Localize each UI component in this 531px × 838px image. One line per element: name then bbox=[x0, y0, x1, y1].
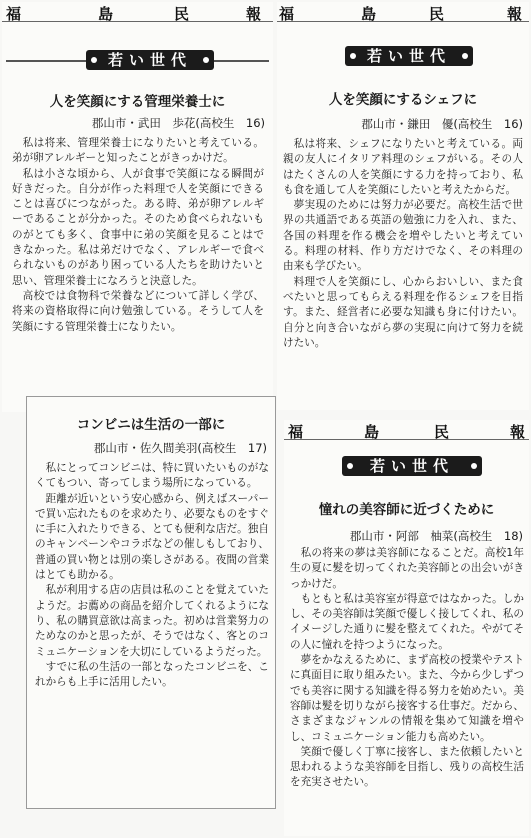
paragraph: 私にとってコンビニは、特に買いたいものがなくてもつい、寄ってしまう場所になっている。 bbox=[35, 462, 269, 490]
paragraph: 料理で人を笑顔にし、心からおいしい、また食べたいと思ってもらえる料理を作るシェフを目指す。また、経営者に必要な知識も身に付けたい。自分と向き合いながら夢の実現に向けて努力を続けたい。 bbox=[283, 275, 523, 349]
paragraph: 夢実現のためには努力が必要だ。高校生活で世界の共通語である英語の勉強に力を入れ、また、各国の料理を作る機会を増やしたいと考えている。料理の材料、作り方だけでなく、その料理の由来も学びたい。 bbox=[283, 199, 523, 273]
newspaper-masthead: 福 島 民 報 bbox=[277, 2, 529, 22]
article-clipping-2 bbox=[277, 2, 529, 410]
paragraph: もともと私は美容室が得意ではなかった。しかし、その美容師は笑顔で優しく接してくれ、私のイメージした通りに髪を整えてくれた。やがてその人に憧れを持つようになった。 bbox=[290, 592, 524, 651]
section-banner: 若い世代 bbox=[342, 456, 482, 476]
article-byline: 郡山市・武田 歩花(高校生 16) bbox=[91, 116, 265, 130]
article-title: 人を笑顔にする管理栄養士に bbox=[49, 94, 226, 110]
article-title: コンビニは生活の一部に bbox=[76, 417, 226, 433]
article-title: 憧れの美容師に近づくために bbox=[318, 502, 495, 518]
article-body bbox=[12, 136, 264, 335]
paragraph: 私が利用する店の店員は私のことを覚えていたようだ。お薦めの商品を紹介してくれるようになり、私の購買意欲は高まった。初めは営業努力のためなのかと思ったが、そうではなく、客とのコミュニケーションを大切にしているようだった。 bbox=[35, 584, 269, 658]
paragraph: 距離が近いという安心感から、例えばスーパーで買い忘れたものを求めたり、必要なものをすぐに手に入れたりできる、とても便利な店だ。独自のキャンペーンやコラボなどの催しもしており、普通の買い物とは別の楽しさがある。夜間の営業はとても助かる。 bbox=[35, 492, 269, 582]
paragraph: 私は将来、管理栄養士になりたいと考えている。弟が卵アレルギーと知ったことがきっかけだ。 bbox=[12, 137, 264, 165]
paragraph: 笑顔で優しく丁寧に接客し、また依頼したいと思われるような美容師を目指し、残りの高校生活を充実させたい。 bbox=[290, 745, 524, 789]
article-body bbox=[35, 461, 269, 690]
paragraph: すでに私の生活の一部となったコンビニを、これからも上手に活用したい。 bbox=[35, 660, 269, 689]
newspaper-masthead: 福 島 民 報 bbox=[284, 420, 529, 440]
article-body bbox=[290, 546, 524, 791]
article-byline: 郡山市・佐久間美羽(高校生 17) bbox=[93, 441, 267, 455]
article-byline: 郡山市・鎌田 優(高校生 16) bbox=[361, 117, 523, 131]
paragraph: 私は将来、シェフになりたいと考えている。両親の友人にイタリア料理のシェフがいる。その人はたくさんの人を笑顔にする力を持っており、私も食を通して人を笑顔にしたいと考えたからだ。 bbox=[283, 138, 523, 196]
section-banner: 若い世代 bbox=[345, 46, 473, 66]
newspaper-masthead: 福 島 民 報 bbox=[2, 2, 273, 22]
article-clipping-4 bbox=[284, 420, 529, 836]
article-body bbox=[283, 137, 523, 351]
article-clipping-3 bbox=[26, 396, 276, 809]
article-title: 人を笑顔にするシェフに bbox=[328, 92, 478, 108]
paragraph: 高校では食物科で栄養などについて詳しく学び、将来の資格取得に向け勉強している。そうして人を笑顔にする管理栄養士になりたい。 bbox=[12, 289, 264, 333]
paragraph: 私は小さな頃から、人が食事で笑顔になる瞬間が好きだった。自分が作った料理で人を笑顔にできることは喜びにつながった。ある時、弟が卵アレルギーであることが分かった。そのため食べられないものがとても多く、食事中に弟の笑顔を見ることはできなかった。私は弟だけでなく、アレルギーで食べられないものがあり困っている人たちを助けたいと思い、管理栄養士になろうと決意した。 bbox=[12, 167, 264, 287]
article-byline: 郡山市・阿部 柚菜(高校生 18) bbox=[349, 529, 523, 543]
article-clipping-1 bbox=[2, 2, 273, 412]
paragraph: 私の将来の夢は美容師になることだ。高校1年生の夏に髪を切ってくれた美容師との出会いがきっかけだ。 bbox=[290, 547, 524, 590]
paragraph: 夢をかなえるために、まず高校の授業やテストに真面目に取り組みたい。また、今から少しずつでも美容に関する知識を得る努力を始めたい。美容師は髪を切りながら接客する仕事だ。だから、さまざまなジャンルの情報を集めて知識を増やし、コミュニケーション能力も高めたい。 bbox=[290, 654, 524, 743]
section-banner: 若い世代 bbox=[86, 50, 214, 70]
